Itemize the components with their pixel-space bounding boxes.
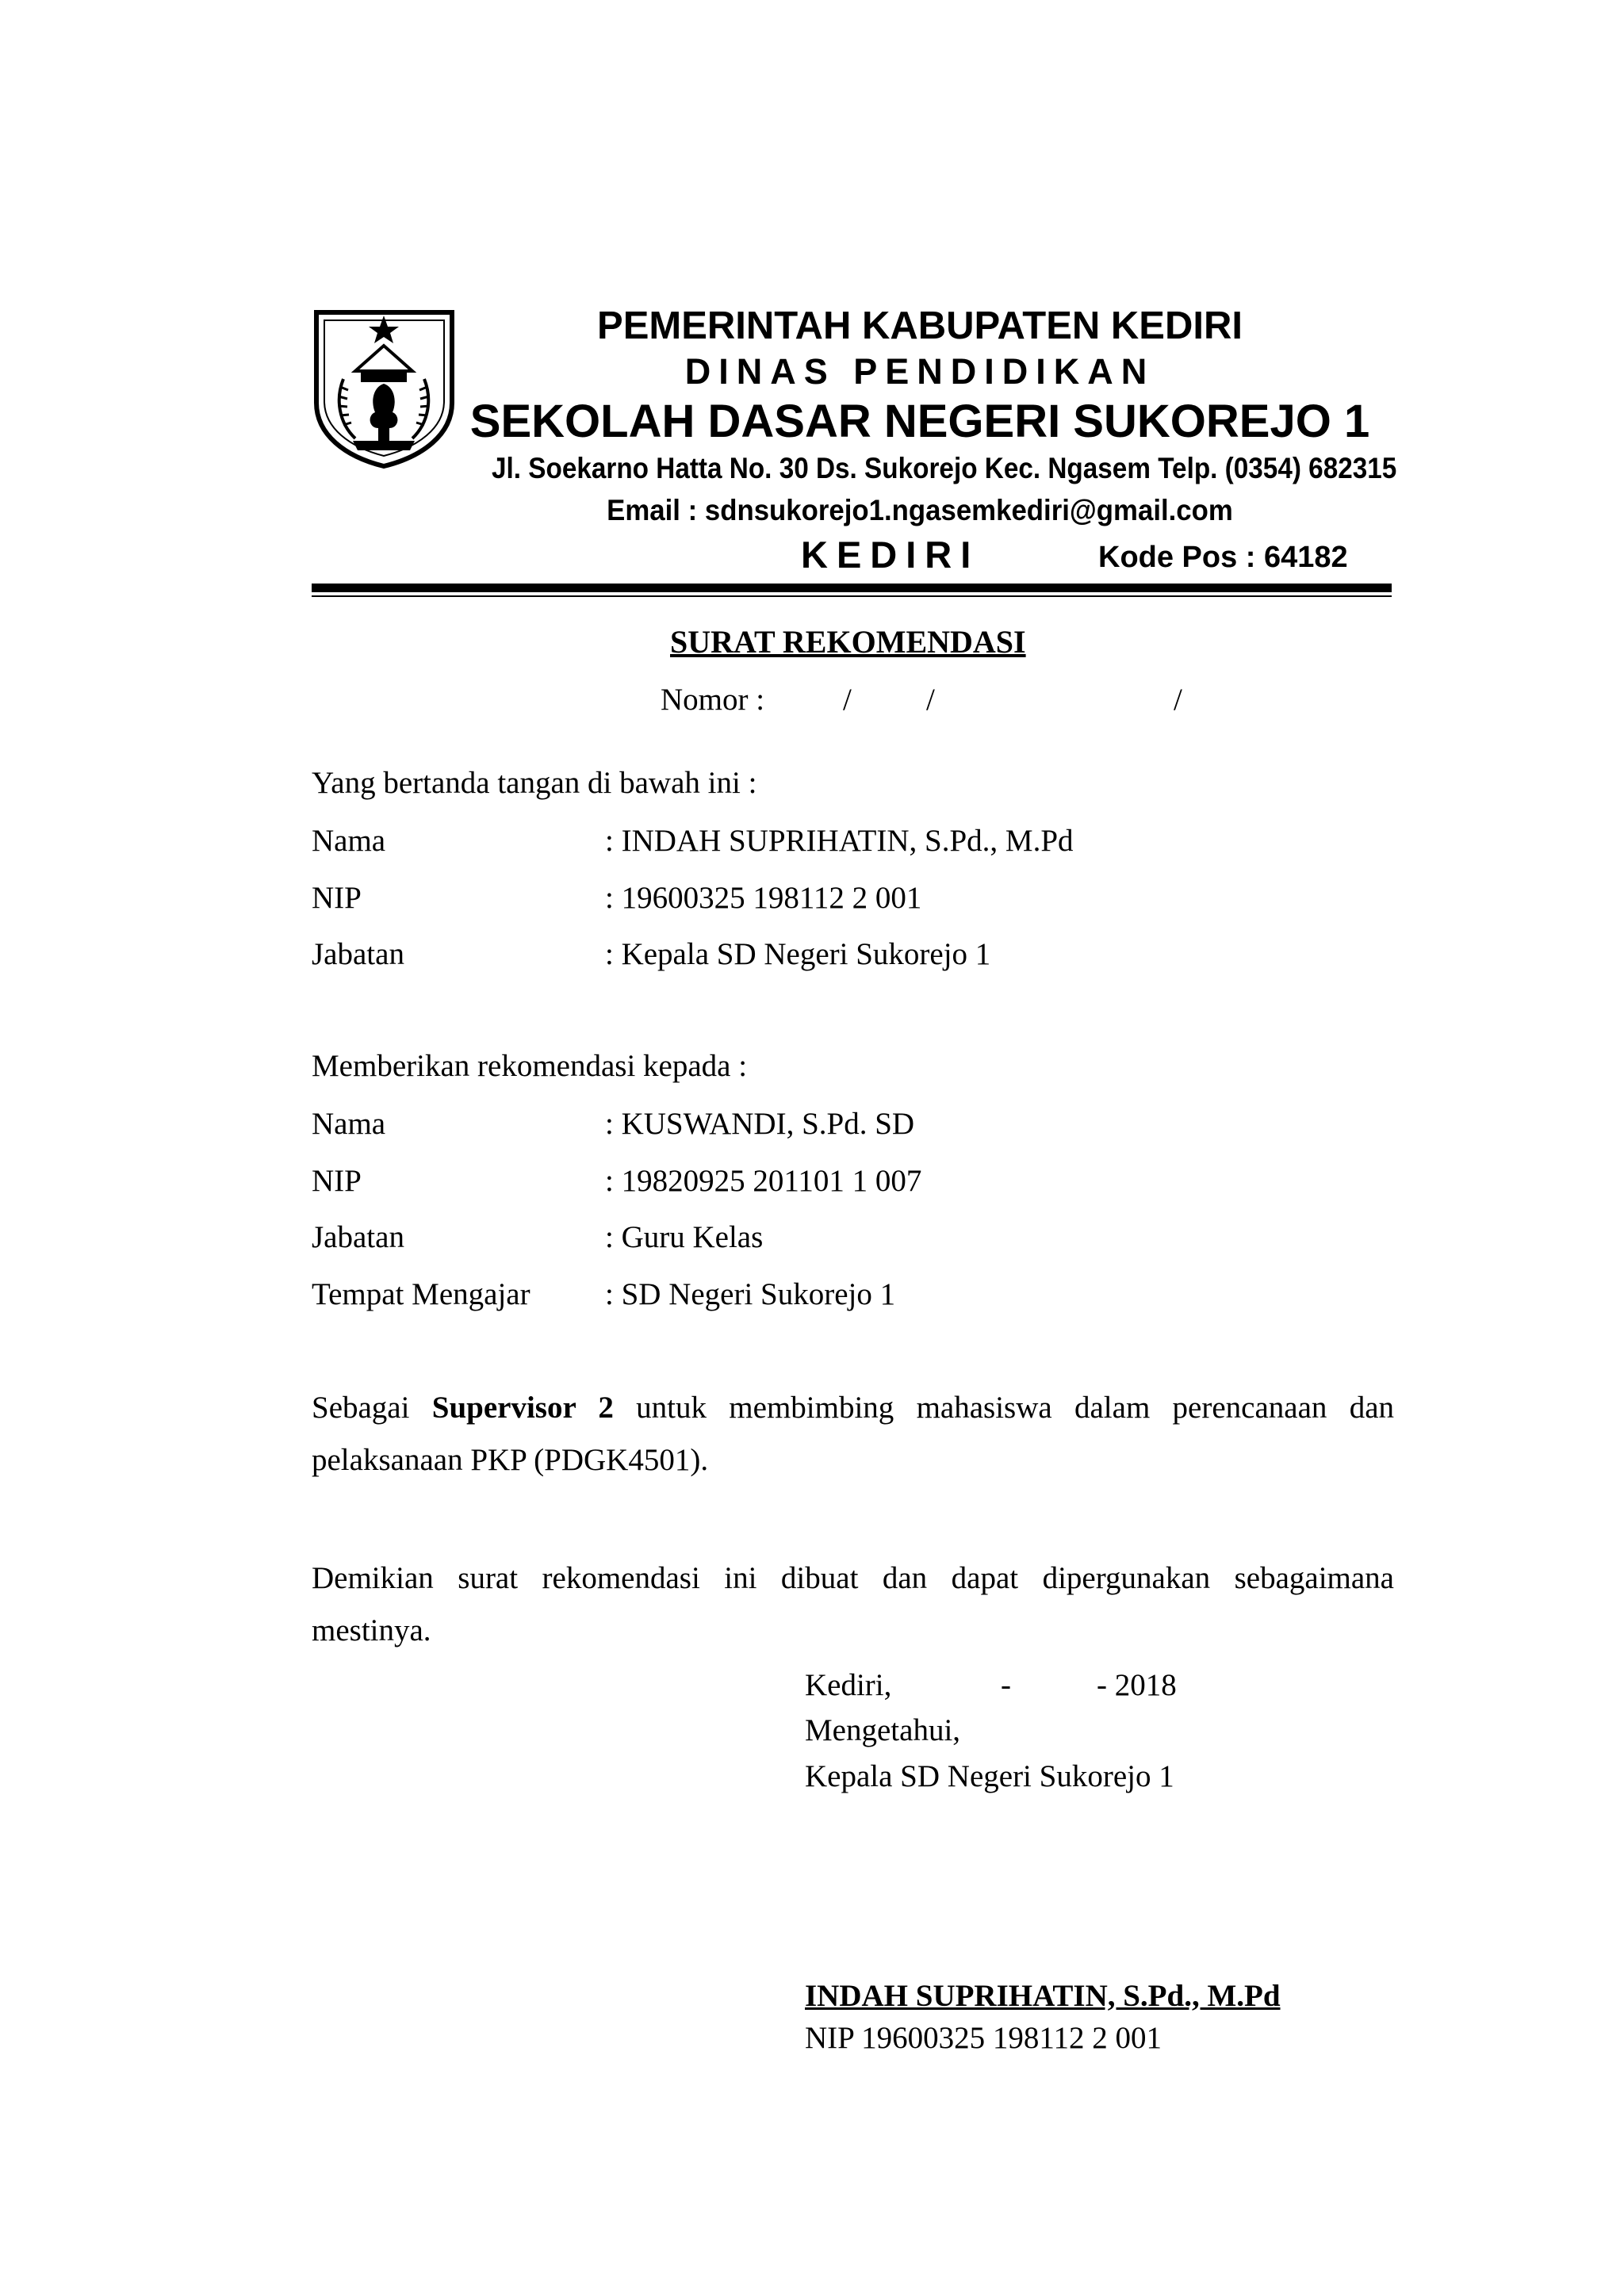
recipient-position-label: Jabatan <box>312 1220 404 1254</box>
kediri-regency-crest-icon <box>312 308 457 470</box>
city-name: KEDIRI <box>801 534 980 576</box>
signature-position: Kepala SD Negeri Sukorejo 1 <box>805 1759 1174 1793</box>
signatory-nip-label: NIP <box>312 881 362 915</box>
closing-line-1: Demikian surat rekomendasi ini dibuat dan dapat dipergunakan sebagaimana <box>312 1561 1394 1595</box>
school-name: SEKOLAH DASAR NEGERI SUKOREJO 1 <box>469 396 1370 447</box>
recipient-intro: Memberikan rekomendasi kepada : <box>312 1049 748 1083</box>
recipient-school-value: : SD Negeri Sukorejo 1 <box>605 1277 896 1311</box>
school-email: Email : sdnsukorejo1.ngasemkediri@gmail.com <box>607 494 1233 526</box>
signatory-position-value: : Kepala SD Negeri Sukorejo 1 <box>605 937 991 971</box>
purpose-line-2: pelaksanaan PKP (PDGK4501). <box>312 1443 709 1477</box>
letter-number-separator: / <box>843 683 852 717</box>
recipient-nip-label: NIP <box>312 1164 362 1198</box>
recipient-nip-value: : 19820925 201101 1 007 <box>605 1164 922 1198</box>
signatory-name-label: Nama <box>312 824 386 858</box>
purpose-rest: untuk membimbing mahasiswa dalam perencanaan dan <box>636 1391 1395 1425</box>
closing-paragraph <box>312 1552 1394 1657</box>
postal-code: Kode Pos : 64182 <box>1098 541 1348 574</box>
signatory-name-value: : INDAH SUPRIHATIN, S.Pd., M.Pd <box>605 824 1074 858</box>
signature-place: Kediri, <box>805 1668 892 1702</box>
purpose-role: Supervisor 2 <box>431 1391 614 1425</box>
department-name: DINAS PENDIDIKAN <box>684 351 1155 392</box>
purpose-prefix: Sebagai <box>312 1391 410 1425</box>
recipient-name-value: : KUSWANDI, S.Pd. SD <box>605 1107 915 1141</box>
letter-number-separator: / <box>926 683 935 717</box>
letter-number-separator: / <box>1174 683 1182 717</box>
signatory-name: INDAH SUPRIHATIN, S.Pd., M.Pd <box>805 1979 1281 2013</box>
letter-number-label: Nomor : <box>661 683 765 717</box>
purpose-line-1 <box>312 1382 1394 1434</box>
signature-date-dash: - <box>1001 1668 1011 1702</box>
letterhead-divider-thin <box>312 595 1392 597</box>
signatory-position-label: Jabatan <box>312 937 404 971</box>
signature-year: - 2018 <box>1097 1668 1177 1702</box>
signature-acknowledged: Mengetahui, <box>805 1713 961 1747</box>
signatory-intro: Yang bertanda tangan di bawah ini : <box>312 766 757 800</box>
recipient-position-value: : Guru Kelas <box>605 1220 764 1254</box>
closing-line-2: mestinya. <box>312 1613 431 1647</box>
letterhead-divider <box>312 584 1392 592</box>
recipient-name-label: Nama <box>312 1107 386 1141</box>
school-address: Jl. Soekarno Hatta No. 30 Ds. Sukorejo Kec. Ngasem Telp. (0354) 682315 <box>492 452 1397 484</box>
government-name: PEMERINTAH KABUPATEN KEDIRI <box>597 304 1243 347</box>
signatory-nip-value: : 19600325 198112 2 001 <box>605 881 922 915</box>
signatory-nip: NIP 19600325 198112 2 001 <box>805 2021 1162 2055</box>
purpose-paragraph <box>312 1382 1394 1487</box>
letter-title: SURAT REKOMENDASI <box>670 624 1026 660</box>
recipient-school-label: Tempat Mengajar <box>312 1277 530 1311</box>
